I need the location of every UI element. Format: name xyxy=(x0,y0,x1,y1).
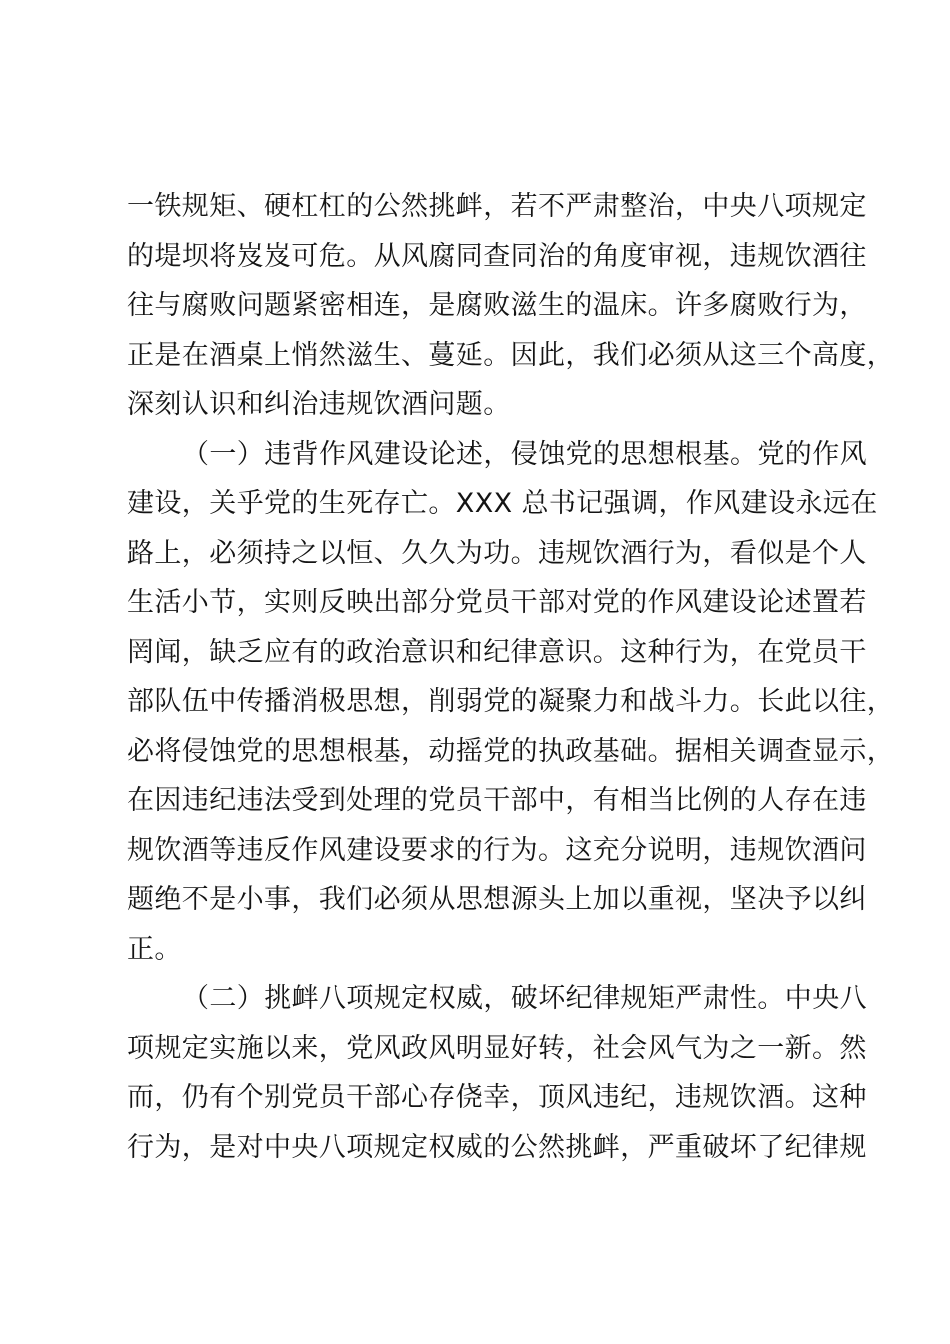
text-line: 规饮酒等违反作风建设要求的行为。这充分说明，违规饮酒问 xyxy=(127,834,867,866)
text-line: 往与腐败问题紧密相连，是腐败滋生的温床。许多腐败行为， xyxy=(127,290,867,321)
text-line: 的堤坝将岌岌可危。从风腐同查同治的角度审视，违规饮酒往 xyxy=(127,240,867,272)
text-line: 正。 xyxy=(127,933,182,965)
document-body-text xyxy=(127,182,895,1172)
text-line: 行为，是对中央八项规定权威的公然挑衅，严重破坏了纪律规 xyxy=(127,1131,867,1163)
section-heading-line: （一）违背作风建设论述，侵蚀党的思想根基。党的作风 xyxy=(182,438,867,470)
text-line: 路上，必须持之以恒、久久为功。违规饮酒行为，看似是个人 xyxy=(127,537,867,569)
text-line: 建设，关乎党的生死存亡。XXX 总书记强调，作风建设永远在 xyxy=(127,488,878,519)
text-line: 罔闻，缺乏应有的政治意识和纪律意识。这种行为，在党员干 xyxy=(127,636,867,668)
text-line: 生活小节，实则反映出部分党员干部对党的作风建设论述置若 xyxy=(127,587,867,618)
text-line: 部队伍中传播消极思想，削弱党的凝聚力和战斗力。长此以往， xyxy=(127,686,895,717)
text-line: 在因违纪违法受到处理的党员干部中，有相当比例的人存在违 xyxy=(127,785,867,816)
text-line: 题绝不是小事，我们必须从思想源头上加以重视，坚决予以纠 xyxy=(127,884,867,915)
text-line: 深刻认识和纠治违规饮酒问题。 xyxy=(127,389,511,420)
text-line: 一铁规矩、硬杠杠的公然挑衅，若不严肃整治，中央八项规定 xyxy=(127,191,867,222)
text-line: 必将侵蚀党的思想根基，动摇党的执政基础。据相关调查显示， xyxy=(127,735,895,767)
text-line: 项规定实施以来，党风政风明显好转，社会风气为之一新。然 xyxy=(127,1032,867,1064)
text-line: 正是在酒桌上悄然滋生、蔓延。因此，我们必须从这三个高度， xyxy=(127,339,895,371)
section-heading-line: （二）挑衅八项规定权威，破坏纪律规矩严肃性。中央八 xyxy=(182,983,867,1014)
text-line: 而，仍有个别党员干部心存侥幸，顶风违纪，违规饮酒。这种 xyxy=(127,1082,867,1113)
